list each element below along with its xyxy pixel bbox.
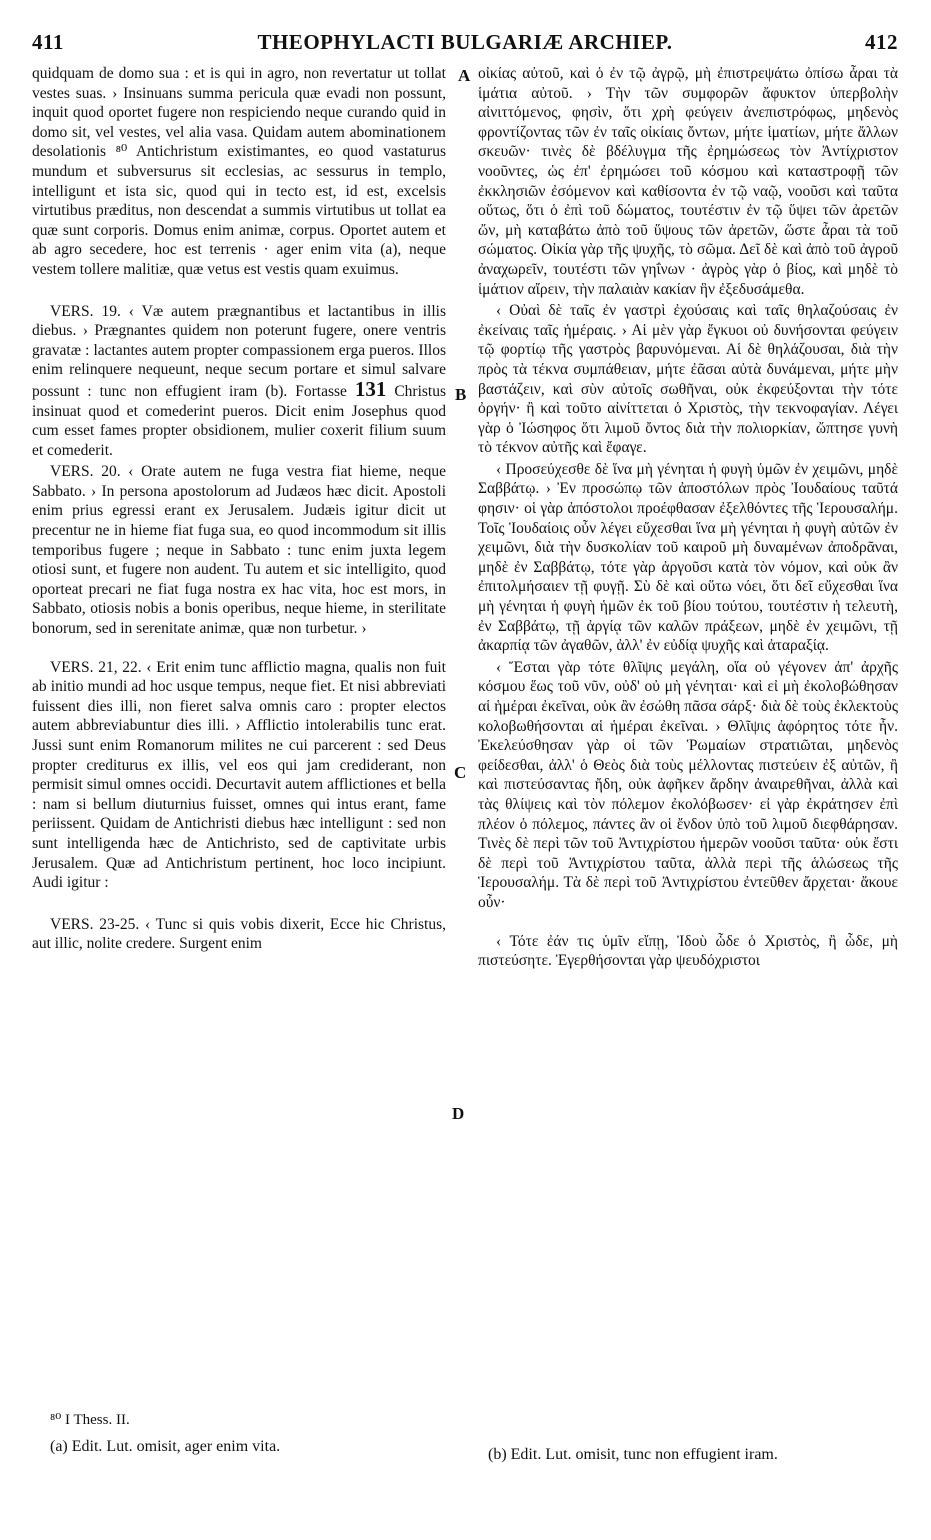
page-number-right: 412 xyxy=(865,30,898,54)
greek-paragraph: ‹ Προσεύχεσθε δὲ ἵνα μὴ γένηται ἡ φυγὴ ὑμῶν ἐν χειμῶνι, μηδὲ Σαββάτῳ. › Ἐν προσώπῳ τῶν ἀποστόλων πρὸς Ἰουδαίους ταῦτά φησιν· οἱ γὰρ ἀπόστολοι προέφθασαν ἐξελθόντες τῆς Ἱερουσαλήμ. Τοῖς Ἰουδαίοις οὖν λέγει εὔχεσθαι ἵνα μὴ γένηται ἡ φυγὴ αὐτῶν ἐν χειμῶνι, διὰ τὴν δυσκολίαν τοῦ καιροῦ μὴ δυναμένων ἀποδρᾶναι, μηδὲ ἐν Σαββάτῳ, τότε γὰρ ἀργοῦσι κατὰ τὸν νόμον, καὶ οὐκ ἂν ἐπιτολμήσαιεν τῇ φυγῇ. Σὺ δὲ καὶ οὕτω νόει, ὅτι δεῖ εὔχεσθαι ἵνα μὴ γένηται ἡ φυγὴ ἡμῶν ἐκ τοῦ βίου τούτου, τουτέστιν ἡ τελευτὴ, ἐν Σαββάτῳ, τῇ ἀργίᾳ τῶν καλῶν πράξεων, μηδὲ ἐν χειμῶνι, τῇ ἀκαρπίᾳ τῶν ἀγαθῶν, ἀλλ' ἐν εὐδίᾳ ψυχῆς καὶ ἀταραξίᾳ. xyxy=(478,460,898,655)
greek-paragraph: ‹ Οὐαὶ δὲ ταῖς ἐν γαστρὶ ἐχούσαις καὶ ταῖς θηλαζούσαις ἐν ἐκείναις ταῖς ἡμέραις. › Αἱ μὲν γὰρ ἔγκυοι οὐ δυνήσονται φεύγειν τῷ φορτίῳ τῆς γαστρὸς βαρυνόμεναι. Αἱ δὲ θηλάζουσαι, διὰ τὴν πρὸς τὰ τέκνα συμπάθειαν, μήτε ἐᾶσαι αὐτὰ δυνάμεναι, μήτε μὴν βαστάζειν, καὶ σὺν αὐτοῖς σωθῆναι, οὐκ ἐκφεύξονται τὴν τότε ὀργήν· ἢ καὶ τοῦτο αἰνίττεται ὁ Χριστὸς, τὴν τεκνοφαγίαν. Λέγει γὰρ ὁ Ἰώσηφος ὅτι λιμοῦ ὄντος διὰ τὴν πολιορκίαν, ὤπτησε γυνὴ τὸ τέκνον αὐτῆς καὶ ἔφαγε. xyxy=(478,302,898,457)
latin-column xyxy=(32,64,446,954)
latin-paragraph-text: VERS. 19. ‹ Væ autem prægnantibus et lactantibus in illis diebus. › Prægnantes quidem non poterunt fugere, onere ventris gravatæ : lactantes autem propter compassionem erga pueros. Illos enim relinquere nequeunt, neque secum portare et simul salvare possunt : tunc non effugient iram (b). Fortasse xyxy=(32,302,446,400)
section-marker-c: C xyxy=(454,763,467,782)
latin-paragraph: VERS. 23-25. ‹ Tunc si quis vobis dixerit, Ecce hic Christus, aut illic, nolite credere. Surgent enim xyxy=(32,915,446,953)
footnote-a: (a) Edit. Lut. omisit, ager enim vita. xyxy=(50,1438,281,1455)
column-number: 131 xyxy=(354,376,387,401)
greek-paragraph: οἰκίας αὐτοῦ, καὶ ὁ ἐν τῷ ἀγρῷ, μὴ ἐπιστρεψάτω ὀπίσω ἆραι τὰ ἱμάτια αὐτοῦ. › Τὴν τῶν συμφορῶν ἄφυκτον ὑπερβολὴν αἰνιττόμενος, φησὶν, ὅτι χρὴ φεύγειν ἀνεπιστρόφως, μηδενὸς φροντίζοντας τῶν ἐν ταῖς οἰκίαις ὄντων, μήτε ἱματίων, μήτε ἄλλων σκευῶν· τινὲς δὲ βδέλυγμα τῆς ἐρημώσεως τὸν Ἀντίχριστον νοοῦντες, ὡς ἐπ' ἐρημώσει τοῦ κόσμου καὶ καταστροφῇ τῶν ἐκκλησιῶν ἐσόμενον καὶ καθίσοντα ἐν τῷ ναῷ, νοοῦσι καὶ ταῦτα οὕτως, ὅτι ὁ ἐπὶ τοῦ δώματος, τουτέστιν ἐν τῷ ὕψει τῶν ἀρετῶν ὤν, μὴ καταβάτω ἀπὸ τοῦ ὕψους τῶν ἀρετῶν, ὥστε ἆραι τὰ τοῦ σώματος. Οἰκία γὰρ τῆς ψυχῆς, τὸ σῶμα. Δεῖ δὲ καὶ ἀπὸ τοῦ ἀγροῦ ἀναχωρεῖν, τουτέστι τῶν γηΐνων · ἀγρὸς γὰρ ὁ βίος, καὶ μηδὲ τὸ ἱμάτιον αἴρειν, τὴν παλαιὰν κακίαν ἣν ἐξεδυσάμεθα. xyxy=(478,65,898,298)
greek-paragraph: ‹ Τότε ἐάν τις ὑμῖν εἴπῃ, Ἰδοὺ ὧδε ὁ Χριστὸς, ἢ ὧδε, μὴ πιστεύσητε. Ἐγερθήσονται γὰρ ψευδόχριστοι xyxy=(478,932,898,970)
latin-paragraph: quidquam de domo sua : et is qui in agro, non revertatur ut tollat vestes suas. › Insinuans summa pericula quæ evadi non possunt, inquit quod oportet fugere non respiciendo neque curando quid in domo sit, vel vestes, vel alia vasa. Quidam autem abominationem desolationis ⁸⁰ Antichristum existimantes, eo quod vastaturus mundum et subversurus sit ecclesias, ac sessurus in templo, intelligunt et ista sic, quod qui in tecto est, id est, excelsis virtutibus præditus, non descendat a summis virtutibus ut tollat ea quæ sunt corporis. Domus enim animæ, corpus. Oportet autem et ab agro secedere, hoc est terrenis · ager enim vita (a), neque vestem tollere malitiæ, quæ vetus est vestis quam exuimus. xyxy=(32,65,446,278)
latin-paragraph: VERS. 21, 22. ‹ Erit enim tunc afflictio magna, qualis non fuit ab initio mundi ad hoc usque tempus, neque fiet. Et nisi abbreviati fuissent dies illi, non fieret salva omnis caro : propter electos autem abbreviabuntur dies illi. › Afflictio intolerabilis tunc erat. Jussi sunt enim Romanorum milites ne cui parcerent : sed Deus propter crediturus ex illis, vel eos qui jam crediderant, non permisit simul omnes occidi. Decurtavit autem afflictiones et bella : nam si bellum diuturnius fuisset, omnes qui intus erant, fame periissent. Quidam de Antichristi diebus hæc intelligunt : sed non sunt intelligenda hæc de Antichristo, sed de captivitate urbis Jerusalem. Quæ ad Antichristum pertinent, hoc loco incipiunt. Audi igitur : xyxy=(32,658,446,892)
section-marker-b: B xyxy=(455,385,467,404)
greek-paragraph: ‹ Ἔσται γὰρ τότε θλῖψις μεγάλη, οἵα οὐ γέγονεν ἀπ' ἀρχῆς κόσμου ἕως τοῦ νῦν, οὐδ' οὐ μὴ γένηται· καὶ εἰ μὴ ἐκολοβώθησαν αἱ ἡμέραι ἐκεῖναι, οὐκ ἂν ἐσώθη πᾶσα σάρξ· διὰ δὲ τοὺς ἐκλεκτοὺς κολοβωθήσονται αἱ ἡμέραι ἐκεῖναι. › Θλῖψις ἀφόρητος τότε ἦν. Ἐκελεύσθησαν γὰρ οἱ τῶν Ῥωμαίων στρατιῶται, μηδενὸς φείδεσθαι, ἀλλ' ὁ Θεὸς διὰ τοὺς μέλλοντας πιστεύειν ἐξ αὐτῶν, ἢ καὶ πιστεύσαντας ἤδη, οὐκ ἀφῆκεν ἄρδην ἀναιρεθῆναι, ἀλλὰ καὶ τὰς θλίψεις καὶ τὸν πόλεμον ἐκολόβωσεν· εἰ γὰρ ἐκράτησεν ἐπὶ πλέον ὁ πόλεμος, πάντες ἂν οἱ ἔνδον ὑπὸ τοῦ λιμοῦ διεφθάρησαν. Τινὲς δὲ περὶ τῶν τοῦ Ἀντιχρίστου ἡμερῶν νοοῦσι ταῦτα· οὐκ ἔστι δὲ περὶ τοῦ Ἀντιχρίστου ταῦτα, ἀλλὰ περὶ τῆς ἁλώσεως τῆς Ἱερουσαλήμ. Τὰ δὲ περὶ τοῦ Ἀντιχρίστου ἐντεῦθεν ἄρχεται· ἄκουε οὖν· xyxy=(478,658,898,911)
page-header xyxy=(32,30,898,60)
greek-column xyxy=(478,64,898,971)
section-marker-a: A xyxy=(458,66,471,85)
footnote-scripture: ⁸⁰ I Thess. II. xyxy=(50,1412,130,1428)
page-number-left: 411 xyxy=(32,30,64,54)
section-marker-d: D xyxy=(452,1104,465,1123)
latin-paragraph-text: Christus insinuat quod et comederint pueros. Dicit enim Josephus quod cum esset fames propter obsidionem, mulier coxerit filium suum et comederit. xyxy=(32,382,446,459)
latin-paragraph: VERS. 20. ‹ Orate autem ne fuga vestra fiat hieme, neque Sabbato. › In persona apostolorum ad Judæos hæc dicit. Apostoli enim prius egressi erant ex Jerusalem. Judæis igitur dicit ut precentur ne in hieme fiat fuga sua, eo quod incommodum sit illis temporibus fugere ; neque in Sabbato : tunc enim juxta legem otiosi sunt, et fugere non audent. Tu autem et sic intelligito, quod oporteat precari ne fiat fuga nostra ex hac vita, hoc est mors, in Sabbato, otiosis nobis a bonis operibus, neque hieme, in sterilitate bonorum, sed in serenitate animæ, quæ non turbetur. › xyxy=(32,463,446,638)
running-title: THEOPHYLACTI BULGARIÆ ARCHIEP. xyxy=(257,30,673,54)
footnote-b: (b) Edit. Lut. omisit, tunc non effugient iram. xyxy=(488,1446,778,1463)
latin-paragraph xyxy=(32,302,446,461)
